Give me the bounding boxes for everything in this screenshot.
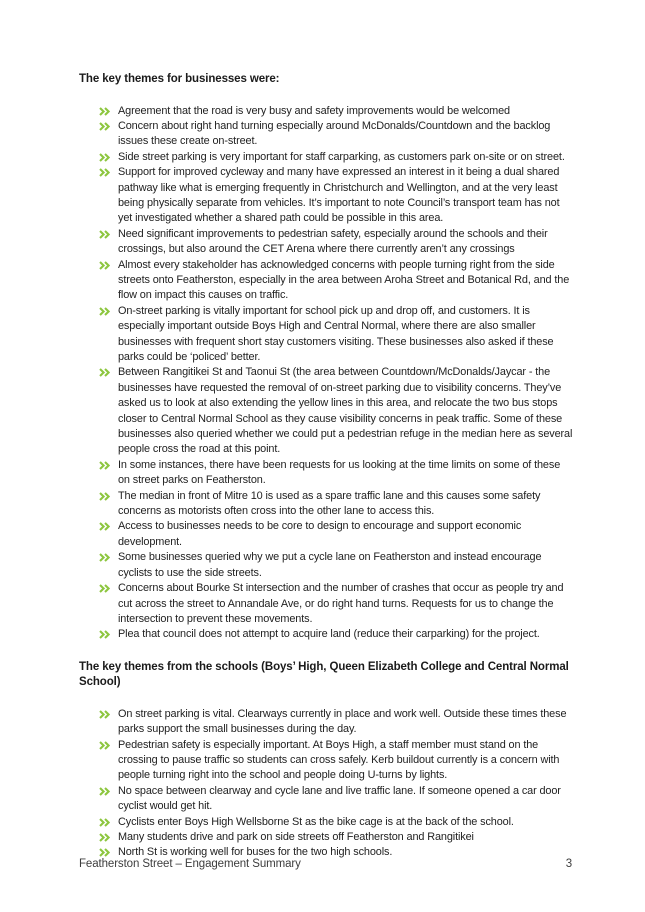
list-item bbox=[79, 627, 573, 642]
page-number: 3 bbox=[565, 858, 572, 870]
list-item-text: The median in front of Mitre 10 is used as a spare traffic lane and this causes some safety concerns as motorists often cross into the other lane to access this. bbox=[118, 489, 541, 518]
list-item-text: On street parking is vital. Clearways currently in place and work well. Outside these times these parks support the small businesses during the day. bbox=[118, 707, 567, 736]
chevron-bullet-icon bbox=[99, 153, 110, 162]
section-heading-schools: The key themes from the schools (Boys’ High, Queen Elizabeth College and Central Normal School) bbox=[79, 660, 569, 689]
list-item-text: Pedestrian safety is especially important. At Boys High, a staff member must stand on the crossing to pause traffic so students can cross safely. Kerb buildout currently is a concern with people turning right into the school and people doing U-turns by lights. bbox=[118, 738, 560, 782]
chevron-bullet-icon bbox=[99, 710, 110, 719]
list-item bbox=[79, 815, 573, 830]
chevron-bullet-icon bbox=[99, 522, 110, 531]
list-item bbox=[79, 550, 573, 581]
list-item-text: Need significant improvements to pedestrian safety, especially around the schools and their crossings, but also around the CET Arena where there currently aren’t any crossings bbox=[118, 227, 548, 256]
chevron-bullet-icon bbox=[99, 553, 110, 562]
list-item-text: Many students drive and park on side streets off Featherston and Rangitikei bbox=[118, 830, 474, 843]
section-heading-businesses: The key themes for businesses were: bbox=[79, 73, 280, 85]
list-item bbox=[79, 104, 573, 119]
list-item-text: Support for improved cycleway and many have expressed an interest in it being a dual shared pathway like what is emerging frequently in Christchurch and Wellington, and at the very least being physically separate from vehicles. It’s important to note Council’s transport team has not yet investigated whether a shared path could be possible in this area. bbox=[118, 166, 560, 225]
chevron-bullet-icon bbox=[99, 230, 110, 239]
list-item-text: Plea that council does not attempt to acquire land (reduce their carparking) for the project. bbox=[118, 628, 540, 641]
chevron-bullet-icon bbox=[99, 461, 110, 470]
list-item bbox=[79, 830, 573, 845]
list-item-text: North St is working well for buses for the two high schools. bbox=[118, 846, 393, 859]
chevron-bullet-icon bbox=[99, 492, 110, 501]
chevron-bullet-icon bbox=[99, 630, 110, 639]
list-item bbox=[79, 519, 573, 550]
list-item bbox=[79, 365, 573, 457]
chevron-bullet-icon bbox=[99, 307, 110, 316]
chevron-bullet-icon bbox=[99, 833, 110, 842]
list-item bbox=[79, 304, 573, 366]
list-item bbox=[79, 119, 573, 150]
list-item-text: In some instances, there have been requests for us looking at the time limits on some of these on street parks on Featherston. bbox=[118, 458, 561, 487]
chevron-bullet-icon bbox=[99, 168, 110, 177]
list-item-text: Concerns about Bourke St intersection and the number of crashes that occur as people try and cut across the street to Annandale Ave, or do right hand turns. Requests for us to change the intersection to prevent these movements. bbox=[118, 582, 564, 625]
list-item bbox=[79, 738, 573, 784]
list-item bbox=[79, 458, 573, 489]
list-item-text: Concern about right hand turning especially around McDonalds/Countdown and the backlog issues these create on-street. bbox=[118, 119, 551, 148]
list-item bbox=[79, 258, 573, 304]
list-item bbox=[79, 784, 573, 815]
school-themes-list bbox=[79, 707, 573, 861]
chevron-bullet-icon bbox=[99, 818, 110, 827]
list-item-text: On-street parking is vitally important for school pick up and drop off, and customers. It is especially important outside Boys High and Central Normal, where there are also smaller businesses with frequent short stay customers visiting. These businesses also asked if these parks could be ‘policed’ better. bbox=[118, 304, 554, 363]
business-themes-list bbox=[79, 104, 573, 643]
page-content bbox=[79, 72, 573, 861]
chevron-bullet-icon bbox=[99, 107, 110, 116]
list-item-text: Cyclists enter Boys High Wellsborne St as the bike cage is at the back of the school. bbox=[118, 815, 514, 828]
footer-document-title: Featherston Street – Engagement Summary bbox=[79, 858, 301, 870]
list-item-text: Access to businesses needs to be core to design to encourage and support economic development. bbox=[118, 520, 522, 548]
chevron-bullet-icon bbox=[99, 122, 110, 131]
chevron-bullet-icon bbox=[99, 584, 110, 593]
chevron-bullet-icon bbox=[99, 787, 110, 796]
chevron-bullet-icon bbox=[99, 368, 110, 377]
list-item-text: No space between clearway and cycle lane and live traffic lane. If someone opened a car door cyclist would get hit. bbox=[118, 784, 561, 813]
page-footer bbox=[79, 857, 572, 871]
list-item-text: Some businesses queried why we put a cycle lane on Featherston and instead encourage cyclists to use the side streets. bbox=[118, 551, 542, 579]
chevron-bullet-icon bbox=[99, 261, 110, 270]
chevron-bullet-icon bbox=[99, 741, 110, 750]
list-item bbox=[79, 581, 573, 627]
list-item bbox=[79, 165, 573, 227]
list-item-text: Between Rangitikei St and Taonui St (the area between Countdown/McDonalds/Jaycar - the businesses have requested the removal of on-street parking due to visibility concerns. They’ve asked us to look at also extending the yellow lines in this area, and relocate the two bus stops closer to Central Normal School as they cause visibility concerns in peak traffic. Some of these businesses also queried whether we could put a pedestrian refuge in the median here as several people cross the road at this point. bbox=[118, 366, 573, 456]
list-item-text: Side street parking is very important for staff carparking, as customers park on-site or on street. bbox=[118, 150, 565, 163]
list-item bbox=[79, 227, 573, 258]
list-item bbox=[79, 489, 573, 520]
list-item-text: Agreement that the road is very busy and safety improvements would be welcomed bbox=[118, 104, 510, 117]
list-item bbox=[79, 150, 573, 165]
list-item-text: Almost every stakeholder has acknowledged concerns with people turning right from the side streets onto Featherston, especially in the area between Aroha Street and Botanical Rd, and the flow on impact this causes on traffic. bbox=[118, 258, 570, 302]
list-item bbox=[79, 707, 573, 738]
